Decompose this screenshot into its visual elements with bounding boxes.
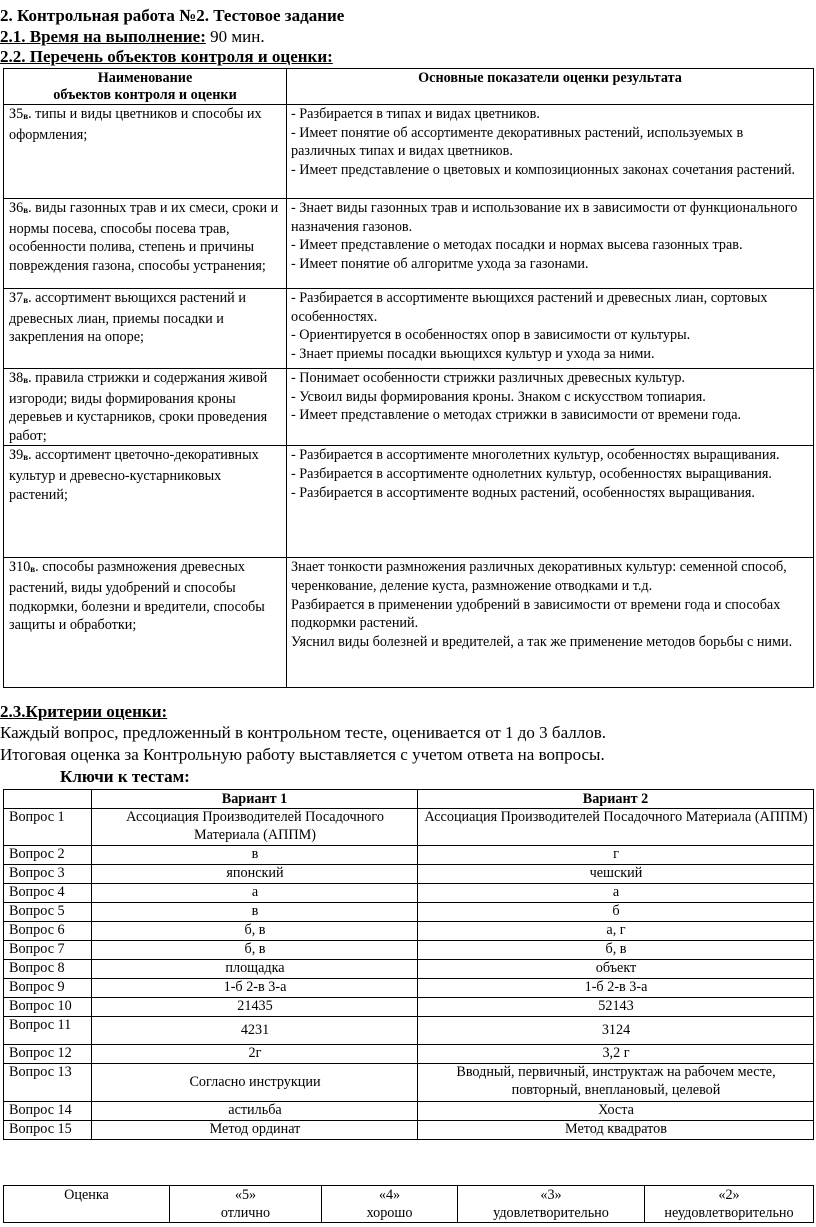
keys-header-variant-1: Вариант 1 [92,790,418,809]
keys-header-variant-2: Вариант 2 [418,790,814,809]
result-indicators-cell [287,446,814,558]
grade-mark: «2» [718,1187,740,1203]
variant-2-answer: объект [418,960,814,979]
variant-1-answer: в [92,846,418,865]
keys-row [4,903,814,922]
control-object-cell [4,289,287,369]
question-label: Вопрос 7 [4,941,92,960]
variant-1-answer: Ассоциация Производителей Посадочного Материала (АППМ) [92,809,418,846]
keys-row [4,1064,814,1102]
object-code-subscript: в [23,452,29,463]
keys-row [4,1102,814,1121]
control-table-header-row [4,69,814,105]
variant-1-answer: японский [92,865,418,884]
variant-1-answer: астильба [92,1102,418,1121]
grade-table [3,1185,814,1223]
keys-row [4,846,814,865]
keys-row [4,1017,814,1045]
object-code: З9 [9,447,24,464]
indicator-line: - Имеет понятие об алгоритме ухода за газонами. [291,255,589,272]
grade-row [4,1186,814,1223]
keys-header-blank [4,790,92,809]
object-code-subscript: в [30,564,36,575]
variant-2-answer: 3124 [418,1017,814,1045]
grade-cell [645,1186,814,1223]
keys-title: Ключи к тестам: [60,767,190,786]
variant-2-answer: а [418,884,814,903]
grade-mark: «5» [234,1187,257,1203]
variant-1-answer: в [92,903,418,922]
result-indicators-cell [287,199,814,289]
time-label: 2.1. Время на выполнение: [0,27,206,46]
object-code: З6 [9,200,24,216]
indicator-line: - Ориентируется в особенностях опор в зависимости от культуры. [291,327,691,344]
object-description: . способы размножения древесных растений, виды удобрений и способы подкормки, болезни и вредители, способы защиты и обработки; [9,559,265,634]
grade-cell [458,1186,645,1223]
grade-cell [322,1186,458,1223]
grade-mark: «4» [378,1187,401,1203]
criteria-title-text: 2.3.Критерии оценки: [0,702,168,721]
indicator-line: - Имеет представление о цветовых и композиционных законах сочетания растений. [291,161,796,178]
object-code: З7 [9,290,24,306]
control-table-row [4,558,814,688]
variant-1-answer: Согласно инструкции [92,1064,418,1102]
question-label: Вопрос 14 [4,1102,92,1121]
keys-row [4,884,814,903]
variant-2-answer: Метод квадратов [418,1121,814,1140]
indicator-line: Знает тонкости размножения различных декоративных культур: семенной способ, черенкование, деление куста, размножение отводками и т.д. [291,559,787,594]
grade-word: хорошо [366,1205,413,1221]
keys-row [4,941,814,960]
control-table-row [4,105,814,199]
object-description: . виды газонных трав и их смеси, сроки и нормы посева, способы посева трав, особенности полива, степень и причины повреждения газона, способы устранения; [9,200,279,274]
keys-row [4,922,814,941]
control-table-row [4,289,814,369]
header-object-line2: объектов контроля и оценки [53,87,237,103]
question-label: Вопрос 13 [4,1064,92,1102]
variant-2-answer: а, г [418,922,814,941]
indicator-line: - Имеет представление о методах посадки и нормах высева газонных трав. [291,237,743,254]
control-object-cell [4,105,287,199]
control-object-cell [4,558,287,688]
grade-cell [170,1186,322,1223]
object-description: . типы и виды цветников и способы их оформления; [9,106,262,143]
control-object-cell [4,446,287,558]
section-title-text: 2. Контрольная работа №2. Тестовое задание [0,6,345,25]
indicator-line: - Знает приемы посадки вьющихся культур и ухода за ними. [291,345,655,362]
indicator-line: - Имеет представление о методах стрижки в зависимости от времени года. [291,407,742,424]
question-label: Вопрос 3 [4,865,92,884]
object-code: З8 [9,370,24,386]
variant-2-answer: г [418,846,814,865]
keys-row [4,998,814,1017]
question-label: Вопрос 12 [4,1045,92,1064]
indicator-line: - Разбирается в ассортименте вьющихся растений и древесных лиан, сортовых особенностях. [291,290,768,325]
variant-2-answer: 3,2 г [418,1045,814,1064]
control-objects-table [3,68,814,688]
indicator-line: - Знает виды газонных трав и использование их в зависимости от функционального назначения газонов. [291,200,798,235]
question-label: Вопрос 4 [4,884,92,903]
object-code: З5 [9,106,24,122]
indicator-line: - Разбирается в ассортименте водных растений, особенностях выращивания. [291,484,755,501]
result-indicators-cell [287,369,814,446]
question-label: Вопрос 10 [4,998,92,1017]
grade-word: неудовлетворительно [664,1205,794,1221]
variant-2-answer: Хоста [418,1102,814,1121]
control-table-row [4,199,814,289]
result-indicators-cell [287,289,814,369]
object-description: . ассортимент вьющихся растений и древесных лиан, приемы посадки и закрепления на опоре; [9,290,246,346]
answer-keys-table [3,789,814,1140]
indicator-line: - Понимает особенности стрижки различных древесных культур. [291,370,686,386]
indicator-line: - Усвоил виды формирования кроны. Знаком с искусством топиария. [291,388,706,405]
grade-word: отлично [220,1205,271,1221]
variant-2-answer: б [418,903,814,922]
time-line [0,27,265,47]
indicator-line: - Разбирается в ассортименте многолетних культур, особенностях выращивания. [291,447,780,464]
object-code-subscript: в [23,205,29,215]
indicator-line: - Имеет понятие об ассортименте декоративных растений, используемых в различных типах и видах цветников. [291,124,744,160]
object-description: . ассортимент цветочно-декоративных культур и древесно-кустарниковых растений; [9,447,259,503]
variant-1-answer: б, в [92,941,418,960]
question-label: Вопрос 1 [4,809,92,846]
result-indicators-cell [287,105,814,199]
question-label: Вопрос 15 [4,1121,92,1140]
indicator-line: Уяснил виды болезней и вредителей, а так же применение методов борьбы с ними. [291,633,793,650]
object-code-subscript: в [23,295,29,305]
grade-mark: «3» [540,1187,562,1203]
keys-row [4,809,814,846]
variant-1-answer: Метод ординат [92,1121,418,1140]
variant-2-answer: 52143 [418,998,814,1017]
grade-word: удовлетворительно [493,1205,609,1221]
time-value: 90 мин. [205,27,265,46]
keys-row [4,1121,814,1140]
variant-1-answer: а [92,884,418,903]
question-label: Вопрос 9 [4,979,92,998]
indicator-line: Разбирается в применении удобрений в зависимости от времени года и способах подкормки растений. [291,596,781,632]
variant-2-answer: чешский [418,865,814,884]
section-title [0,6,344,26]
question-label: Вопрос 11 [4,1017,92,1045]
object-description: . правила стрижки и содержания живой изгороди; виды формирования кроны деревьев и кустарников, сроки проведения работ; [9,370,268,444]
object-code-subscript: в [23,111,29,121]
header-object-line1: Наименование [97,70,193,86]
keys-row [4,960,814,979]
variant-1-answer: 4231 [92,1017,418,1045]
variant-1-answer: площадка [92,960,418,979]
variant-1-answer: 1-б 2-в 3-а [92,979,418,998]
variant-2-answer: б, в [418,941,814,960]
control-table-header-object [4,69,287,105]
control-table-row [4,446,814,558]
grade-label: Оценка [4,1186,170,1223]
variant-2-answer: Вводный, первичный, инструктаж на рабочем месте, повторный, внеплановый, целевой [418,1064,814,1102]
keys-row [4,1045,814,1064]
list-title-text: 2.2. Перечень объектов контроля и оценки: [0,47,333,66]
variant-1-answer: 2г [92,1045,418,1064]
question-label: Вопрос 2 [4,846,92,865]
keys-header-row [4,790,814,809]
object-code-subscript: в [23,375,29,385]
indicator-line: - Разбирается в ассортименте однолетних культур, особенностях выращивания. [291,465,772,482]
criteria-title [0,702,167,722]
list-title [0,47,333,67]
keys-row [4,865,814,884]
variant-1-answer: б, в [92,922,418,941]
control-table-header-indicators: Основные показатели оценки результата [287,69,814,105]
question-label: Вопрос 6 [4,922,92,941]
control-object-cell [4,199,287,289]
criteria-line-1: Каждый вопрос, предложенный в контрольном тесте, оценивается от 1 до 3 баллов. [0,723,607,742]
question-label: Вопрос 5 [4,903,92,922]
object-code: З10 [9,559,31,576]
result-indicators-cell [287,558,814,688]
question-label: Вопрос 8 [4,960,92,979]
control-object-cell [4,369,287,446]
criteria-line-2: Итоговая оценка за Контрольную работу выставляется с учетом ответа на вопросы. [0,745,605,764]
indicator-line: - Разбирается в типах и видах цветников. [291,106,540,122]
variant-1-answer: 21435 [92,998,418,1017]
keys-row [4,979,814,998]
variant-2-answer: Ассоциация Производителей Посадочного Материала (АППМ) [418,809,814,846]
control-table-row [4,369,814,446]
variant-2-answer: 1-б 2-в 3-а [418,979,814,998]
